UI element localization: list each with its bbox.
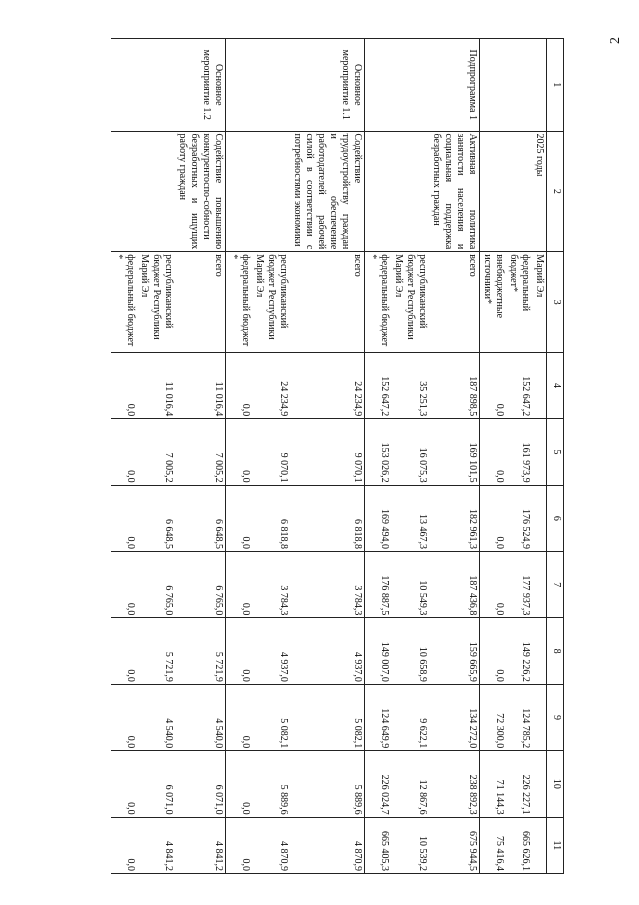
program-title-cell bbox=[252, 131, 290, 252]
program-title-cell: Активная политика занятости населения и социальная поддержка безработных граждан bbox=[429, 131, 480, 252]
program-title-cell bbox=[111, 131, 137, 252]
year-value-cell: 71 144,3 bbox=[480, 751, 507, 817]
program-title-cell bbox=[226, 131, 253, 252]
year-value-cell: 665 405,3 bbox=[365, 817, 392, 873]
year-value-cell: 176 887,5 bbox=[365, 552, 392, 618]
year-value-cell: 4 540,0 bbox=[137, 684, 175, 750]
year-value-cell: 4 841,2 bbox=[175, 817, 226, 873]
year-value-cell: 9 070,1 bbox=[252, 419, 290, 485]
year-value-cell: 10 549,3 bbox=[391, 552, 429, 618]
year-value-cell: 176 524,9 bbox=[506, 485, 532, 551]
table-row bbox=[175, 39, 226, 874]
program-name-cell bbox=[226, 39, 253, 132]
year-value-cell: 187 898,5 bbox=[429, 352, 480, 418]
year-value-cell: 6 765,0 bbox=[175, 552, 226, 618]
year-value-cell: 3 784,3 bbox=[252, 552, 290, 618]
funding-source-cell: федеральный бюджет * bbox=[226, 252, 253, 353]
year-value-cell: 4 540,0 bbox=[175, 684, 226, 750]
year-value-cell: 6 071,0 bbox=[175, 751, 226, 817]
table-row bbox=[429, 39, 480, 874]
year-value-cell: 6 765,0 bbox=[137, 552, 175, 618]
year-value-cell: 5 889,6 bbox=[290, 751, 365, 817]
year-value-cell: 6 648,5 bbox=[137, 485, 175, 551]
program-funding-table-sheet bbox=[114, 38, 564, 898]
column-header-1: 1 bbox=[547, 39, 564, 132]
program-title-cell bbox=[480, 131, 507, 252]
program-name-cell: Основное мероприятие 1.1 bbox=[290, 39, 365, 132]
year-value-cell: 0,0 bbox=[111, 419, 137, 485]
year-value-cell: 6 648,5 bbox=[175, 485, 226, 551]
year-value-cell: 10 658,9 bbox=[391, 618, 429, 684]
year-value-cell: 5 721,9 bbox=[137, 618, 175, 684]
year-value-cell: 7 005,2 bbox=[175, 419, 226, 485]
table-row bbox=[290, 39, 365, 874]
column-header-5: 5 bbox=[547, 419, 564, 485]
program-name-cell bbox=[532, 39, 547, 132]
table-row bbox=[226, 39, 253, 874]
program-title-cell bbox=[137, 131, 175, 252]
column-header-10: 10 bbox=[547, 751, 564, 817]
year-value-cell: 11 016,4 bbox=[137, 352, 175, 418]
year-value-cell bbox=[532, 817, 547, 873]
year-value-cell: 0,0 bbox=[480, 352, 507, 418]
year-value-cell: 0,0 bbox=[480, 552, 507, 618]
year-value-cell: 7 005,2 bbox=[137, 419, 175, 485]
program-name-cell bbox=[111, 39, 137, 132]
year-value-cell: 0,0 bbox=[111, 552, 137, 618]
funding-table bbox=[111, 38, 564, 874]
year-value-cell: 177 937,3 bbox=[506, 552, 532, 618]
program-name-cell bbox=[391, 39, 429, 132]
year-value-cell: 5 082,1 bbox=[252, 684, 290, 750]
year-value-cell: 0,0 bbox=[111, 352, 137, 418]
year-value-cell: 226 227,1 bbox=[506, 751, 532, 817]
funding-source-cell: Марий Эл bbox=[532, 252, 547, 353]
page-number: 2 bbox=[608, 37, 623, 44]
year-value-cell bbox=[532, 552, 547, 618]
column-header-9: 9 bbox=[547, 684, 564, 750]
program-name-cell bbox=[365, 39, 392, 132]
year-value-cell: 169 494,0 bbox=[365, 485, 392, 551]
year-value-cell: 0,0 bbox=[226, 485, 253, 551]
table-row bbox=[532, 39, 547, 874]
year-value-cell: 159 665,9 bbox=[429, 618, 480, 684]
table-row bbox=[506, 39, 532, 874]
program-title-cell bbox=[506, 131, 532, 252]
year-value-cell: 124 649,9 bbox=[365, 684, 392, 750]
year-value-cell: 169 101,5 bbox=[429, 419, 480, 485]
year-value-cell: 4 870,9 bbox=[252, 817, 290, 873]
year-value-cell: 4 937,0 bbox=[290, 618, 365, 684]
program-title-cell: Содействие трудоустройству граждан и обеспечение работодателей рабочей силой в соответствии с потребностями экономики bbox=[290, 131, 365, 252]
funding-source-cell: внебюджетные источники* bbox=[480, 252, 507, 353]
column-header-2: 2 bbox=[547, 131, 564, 252]
year-value-cell: 0,0 bbox=[226, 751, 253, 817]
funding-source-cell: всего bbox=[429, 252, 480, 353]
year-value-cell: 182 961,3 bbox=[429, 485, 480, 551]
year-value-cell: 16 075,3 bbox=[391, 419, 429, 485]
funding-source-cell: республиканский бюджет Республики Марий Эл bbox=[252, 252, 290, 353]
year-value-cell: 11 016,4 bbox=[175, 352, 226, 418]
year-value-cell: 24 234,9 bbox=[290, 352, 365, 418]
funding-source-cell: федеральный бюджет* bbox=[506, 252, 532, 353]
program-name-cell bbox=[506, 39, 532, 132]
year-value-cell: 35 251,3 bbox=[391, 352, 429, 418]
year-value-cell: 4 841,2 bbox=[137, 817, 175, 873]
year-value-cell: 13 467,3 bbox=[391, 485, 429, 551]
program-name-cell: Подпрограмма 1 bbox=[429, 39, 480, 132]
year-value-cell: 10 539,2 bbox=[391, 817, 429, 873]
column-header-8: 8 bbox=[547, 618, 564, 684]
column-header-4: 4 bbox=[547, 352, 564, 418]
year-value-cell: 152 647,2 bbox=[365, 352, 392, 418]
year-value-cell bbox=[532, 419, 547, 485]
year-value-cell: 5 082,1 bbox=[290, 684, 365, 750]
year-value-cell: 4 937,0 bbox=[252, 618, 290, 684]
year-value-cell: 9 622,1 bbox=[391, 684, 429, 750]
column-header-7: 7 bbox=[547, 552, 564, 618]
year-value-cell: 152 647,2 bbox=[506, 352, 532, 418]
year-value-cell: 6 071,0 bbox=[137, 751, 175, 817]
year-value-cell: 5 889,6 bbox=[252, 751, 290, 817]
program-title-cell: Содействие повышению конкурентоспо-собности безработных и ищущих работу граждан bbox=[175, 131, 226, 252]
program-name-cell bbox=[480, 39, 507, 132]
year-value-cell: 187 436,8 bbox=[429, 552, 480, 618]
year-value-cell: 0,0 bbox=[480, 485, 507, 551]
funding-source-cell: всего bbox=[175, 252, 226, 353]
year-value-cell: 0,0 bbox=[226, 618, 253, 684]
column-header-11: 11 bbox=[547, 817, 564, 873]
year-value-cell: 153 026,2 bbox=[365, 419, 392, 485]
table-row bbox=[365, 39, 392, 874]
year-value-cell: 0,0 bbox=[226, 352, 253, 418]
program-name-cell bbox=[137, 39, 175, 132]
program-name-cell: Основное мероприятие 1.2 bbox=[175, 39, 226, 132]
year-value-cell: 0,0 bbox=[226, 817, 253, 873]
year-value-cell: 4 870,9 bbox=[290, 817, 365, 873]
year-value-cell: 134 272,0 bbox=[429, 684, 480, 750]
table-row bbox=[252, 39, 290, 874]
program-title-cell bbox=[365, 131, 392, 252]
year-value-cell: 0,0 bbox=[226, 419, 253, 485]
year-value-cell bbox=[532, 618, 547, 684]
year-value-cell: 0,0 bbox=[226, 684, 253, 750]
year-value-cell bbox=[532, 485, 547, 551]
year-value-cell: 665 626,1 bbox=[506, 817, 532, 873]
year-value-cell: 72 300,0 bbox=[480, 684, 507, 750]
program-title-cell: 2025 годы bbox=[532, 131, 547, 252]
year-value-cell: 0,0 bbox=[480, 618, 507, 684]
funding-source-cell: федеральный бюджет * bbox=[365, 252, 392, 353]
year-value-cell: 9 070,1 bbox=[290, 419, 365, 485]
year-value-cell: 0,0 bbox=[111, 684, 137, 750]
year-value-cell bbox=[532, 352, 547, 418]
year-value-cell: 12 867,6 bbox=[391, 751, 429, 817]
year-value-cell bbox=[532, 684, 547, 750]
funding-source-cell: республиканский бюджет Республики Марий Эл bbox=[137, 252, 175, 353]
column-header-6: 6 bbox=[547, 485, 564, 551]
year-value-cell: 238 892,3 bbox=[429, 751, 480, 817]
year-value-cell: 124 785,2 bbox=[506, 684, 532, 750]
program-title-cell bbox=[391, 131, 429, 252]
year-value-cell: 0,0 bbox=[480, 419, 507, 485]
year-value-cell: 75 416,4 bbox=[480, 817, 507, 873]
table-row bbox=[391, 39, 429, 874]
year-value-cell: 149 226,2 bbox=[506, 618, 532, 684]
funding-source-cell: республиканский бюджет Республики Марий Эл bbox=[391, 252, 429, 353]
year-value-cell: 161 973,9 bbox=[506, 419, 532, 485]
table-row bbox=[480, 39, 507, 874]
year-value-cell: 0,0 bbox=[111, 618, 137, 684]
year-value-cell: 0,0 bbox=[226, 552, 253, 618]
funding-source-cell: всего bbox=[290, 252, 365, 353]
year-value-cell: 226 024,7 bbox=[365, 751, 392, 817]
year-value-cell: 149 007,0 bbox=[365, 618, 392, 684]
program-name-cell bbox=[252, 39, 290, 132]
year-value-cell: 6 818,8 bbox=[290, 485, 365, 551]
year-value-cell: 5 721,9 bbox=[175, 618, 226, 684]
year-value-cell: 0,0 bbox=[111, 485, 137, 551]
year-value-cell: 24 234,9 bbox=[252, 352, 290, 418]
table-row bbox=[111, 39, 137, 874]
funding-source-cell: федеральный бюджет * bbox=[111, 252, 137, 353]
year-value-cell: 6 818,8 bbox=[252, 485, 290, 551]
table-row bbox=[137, 39, 175, 874]
year-value-cell: 3 784,3 bbox=[290, 552, 365, 618]
column-header-3: 3 bbox=[547, 252, 564, 353]
year-value-cell: 675 944,5 bbox=[429, 817, 480, 873]
year-value-cell bbox=[532, 751, 547, 817]
table-header-row bbox=[547, 39, 564, 874]
year-value-cell: 0,0 bbox=[111, 751, 137, 817]
year-value-cell: 0,0 bbox=[111, 817, 137, 873]
